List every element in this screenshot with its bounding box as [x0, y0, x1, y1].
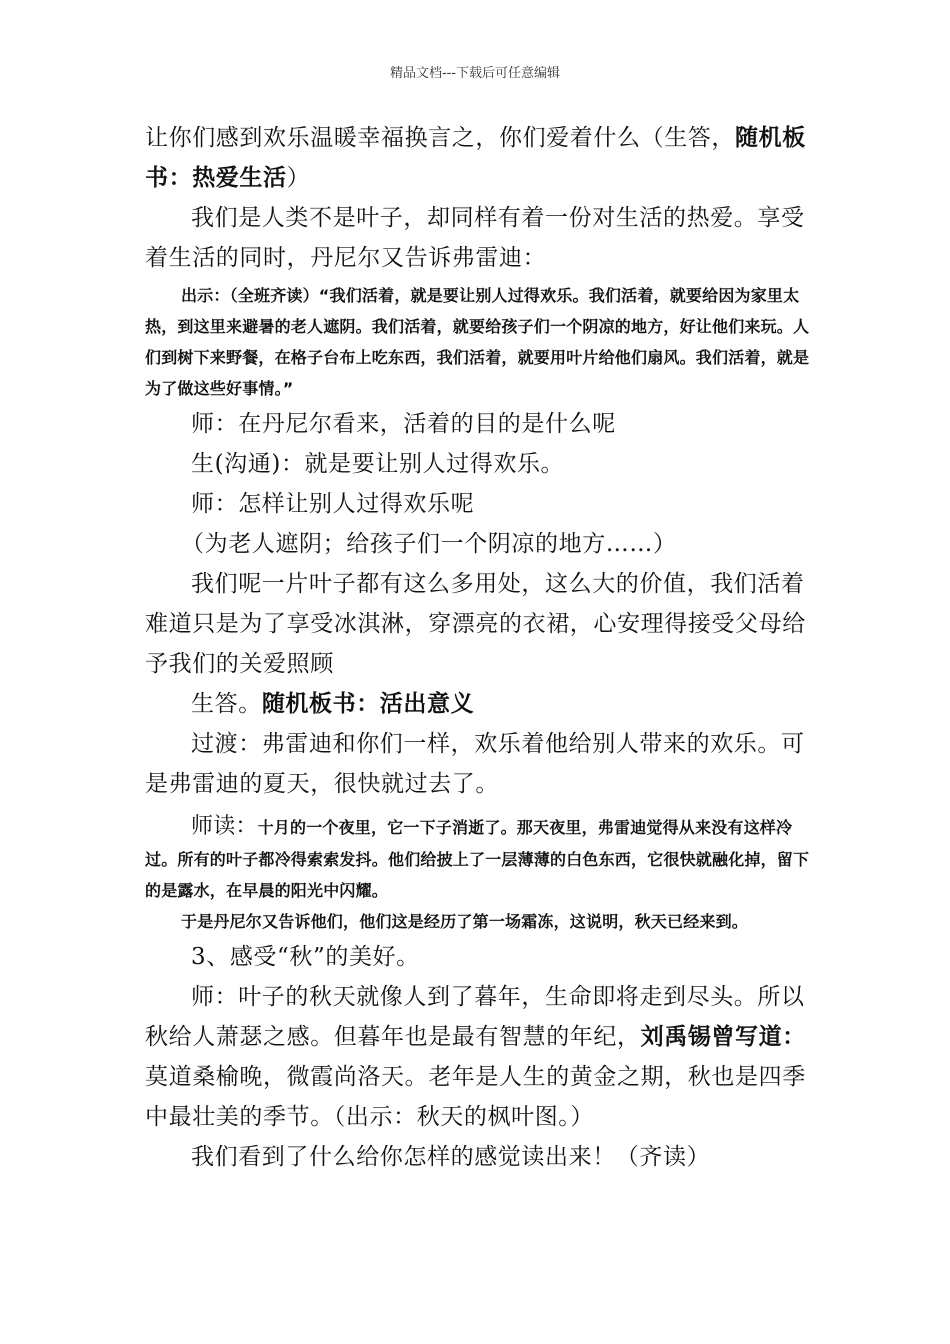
poet-quote-label: 刘禹锡曾写道：	[640, 1023, 806, 1050]
transition-paragraph: 过渡：弗雷迪和你们一样，欢乐着他给别人带来的欢乐。可是弗雷迪的夏天，很快就过去了。	[145, 731, 805, 797]
board-note-meaning: 随机板书：活出意义	[261, 690, 475, 717]
frost-paragraph: 于是丹尼尔又告诉他们，他们这是经历了第一场霜冻，这说明，秋天已经来到。	[181, 912, 749, 931]
section-heading-autumn: 3、感受“秋”的美好。	[191, 944, 420, 970]
student-answer-1: 生(沟通)：就是要让别人过得欢乐。	[191, 451, 565, 477]
teacher-reading-label: 师读：	[191, 814, 258, 839]
closing-paragraph: 我们看到了什么给你怎样的感觉读出来！（齐读）	[191, 1144, 711, 1170]
autumn-text-2: 莫道桑榆晚，微霞尚洛天。老年是人生的黄金之期，秋也是四季中最壮美的季节。（出示：秋天的枫叶图。）	[145, 1064, 806, 1130]
teacher-reading	[145, 810, 810, 906]
board-note-love-life: 随机板书：热爱生活	[145, 124, 806, 191]
autumn-text-1: 师：叶子的秋天就像人到了暮年，生命即将走到尽头。所以秋给人萧瑟之感。但暮年也是最有智慧的年纪，	[145, 984, 805, 1050]
teacher-question-2: 师：怎样让别人过得欢乐呢	[191, 491, 475, 517]
paragraph-1-close: ）	[286, 165, 311, 191]
student-answer-label: 生答。	[191, 691, 262, 717]
quote-reading: 出示：（全班齐读）“我们活着，就是要让别人过得欢乐。我们活着，就要给因为家里太热，到这里来避暑的老人遮阴。我们活着，就要给孩子们一个阴凉的地方，好让他们来玩。人们到树下来野餐，在格子台布上吃东西，我们活着，就要用叶片给他们扇风。我们活着，就是为了做这些好事情。”	[145, 286, 810, 398]
paragraph-1-text: 让你们感到欢乐温暖幸福换言之，你们爱着什么（生答，	[145, 125, 735, 151]
paragraph-1	[145, 118, 810, 198]
document-body	[145, 118, 810, 1177]
paragraph-student-answer	[145, 684, 810, 724]
teacher-question-1: 师：在丹尼尔看来，活着的目的是什么呢	[191, 411, 616, 437]
answer-note: （为老人遮阴；给孩子们一个阴凉的地方……）	[181, 531, 677, 557]
autumn-paragraph	[145, 977, 810, 1137]
page-header: 精品文档---下载后可任意编辑	[389, 66, 561, 81]
paragraph-2: 我们是人类不是叶子，却同样有着一份对生活的热爱。享受着生活的同时，丹尼尔又告诉弗雷迪：	[145, 205, 805, 271]
teacher-reading-text: 十月的一个夜里，它一下子消逝了。那天夜里，弗雷迪觉得从来没有这样冷过。所有的叶子都冷得索索发抖。他们给披上了一层薄薄的白色东西，它很快就融化掉，留下的是露水，在早晨的阳光中闪耀。	[145, 818, 810, 900]
paragraph-value: 我们呢一片叶子都有这么多用处，这么大的价值，我们活着难道只是为了享受冰淇淋，穿漂亮的衣裙，心安理得接受父母给予我们的关爱照顾	[145, 571, 806, 677]
